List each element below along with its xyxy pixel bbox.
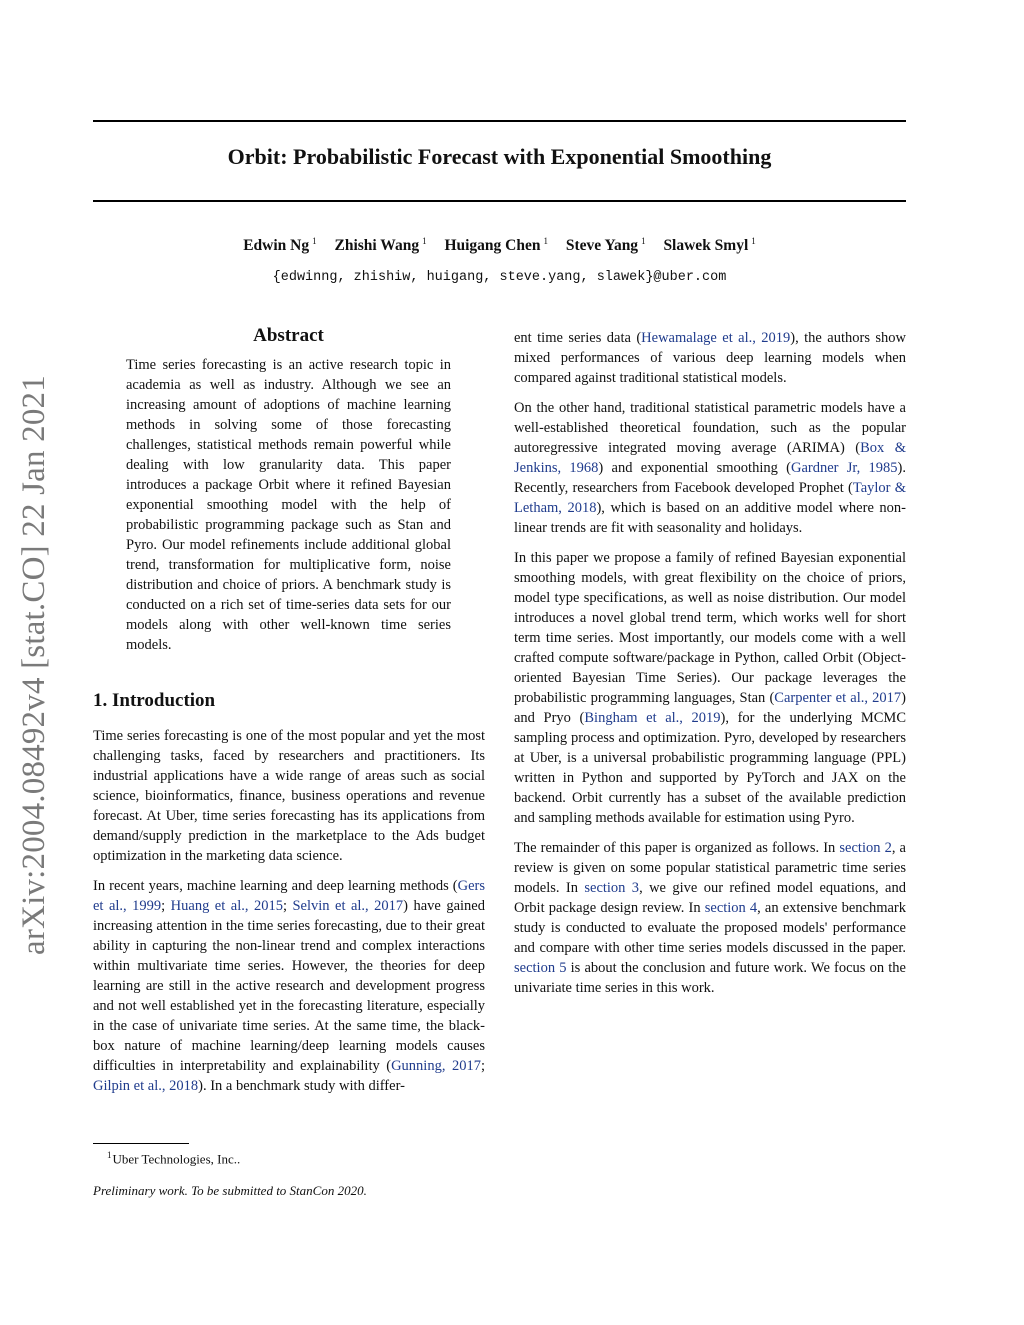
citation-link[interactable]: Gilpin et al., 2018 bbox=[93, 1078, 199, 1094]
introduction-heading: 1. Introduction bbox=[93, 690, 216, 711]
text-run: In recent years, machine learning and deep learning methods ( bbox=[93, 878, 458, 894]
intro-paragraph bbox=[514, 838, 906, 998]
text-run: ), the authors show mixed performances of various deep learning models when compared against traditional statistical models. bbox=[514, 330, 907, 386]
citation-link[interactable]: Selvin et al., 2017 bbox=[292, 898, 404, 914]
intro-paragraph bbox=[514, 328, 906, 388]
text-run: ent time series data ( bbox=[514, 330, 642, 346]
paper-title: Orbit: Probabilistic Forecast with Exponential Smoothing bbox=[227, 144, 772, 169]
affiliation-mark: 1 bbox=[312, 236, 317, 246]
intro-paragraph: In recent years, machine learning and deep learning methods (Gers et al., 1999; Huang et al., 2015; Selvin et al., 2017) have gained increasing attention in the time series forecasting, due to their great ability in capturing the non-linear trend and complex interactions within multivariate time series. However, the theories for deep learning are still in the active research and development progress and not well established yet in the forecasting literature, especially in the case of univariate time series. At the same time, the black-box nature of machine learning/deep learning models causes difficulties in interpretability and explainability (Gunning, 2017; Gilpin et al., 2018). In a benchmark study with differ- bbox=[93, 878, 485, 1094]
affiliation-mark: 1 bbox=[641, 236, 646, 246]
author-emails: {edwinng, zhishiw, huigang, steve.yang, slawek}@uber.com bbox=[272, 270, 727, 285]
author-name: Slawek Smyl bbox=[663, 237, 749, 255]
section-link[interactable]: section 3 bbox=[584, 880, 640, 896]
section-link[interactable]: section 4 bbox=[704, 900, 758, 916]
citation-link[interactable]: Taylor & Letham, 2018 bbox=[514, 480, 907, 516]
citation-link[interactable]: Hewamalage et al., 2019 bbox=[641, 330, 791, 346]
author bbox=[243, 237, 316, 254]
citation-link[interactable]: Carpenter et al., 2017 bbox=[774, 690, 902, 706]
text-run: ) and Pryo ( bbox=[514, 690, 906, 726]
title-bottom-rule bbox=[93, 200, 906, 202]
top-rule bbox=[93, 120, 906, 122]
footnote-rule bbox=[93, 1143, 189, 1144]
text-run: is about the conclusion and future work. We focus on the univariate time series in this work. bbox=[514, 960, 906, 996]
text-run: The remainder of this paper is organized as follows. In bbox=[514, 840, 840, 856]
text-run: In this paper we propose a family of refined Bayesian exponential smoothing models, with great flexibility on the choice of priors, model type specifications, as well as noise distribution. Our model introduces a novel global trend term, which works well for short term time series. Most importantly, our models come with a well crafted compute software/package in Python, called Orbit (Object-oriented Bayesian Time Series). Our package leverages the probabilistic programming languages, Stan ( bbox=[514, 550, 906, 706]
citation-link[interactable]: Gunning, 2017 bbox=[391, 1058, 481, 1074]
author-name: Huigang Chen bbox=[444, 237, 541, 255]
arxiv-identifier: arXiv:2004.08492v4 [stat.CO] 22 Jan 2021 bbox=[16, 375, 52, 955]
author bbox=[334, 237, 426, 254]
author bbox=[444, 237, 548, 254]
section-link[interactable]: section 5 bbox=[514, 960, 567, 976]
author-name: Zhishi Wang bbox=[334, 237, 420, 255]
author-name: Edwin Ng bbox=[243, 237, 310, 255]
citation-link[interactable]: Gardner Jr, 1985 bbox=[790, 460, 898, 476]
abstract-text: Time series forecasting is an active research topic in academia as well as industry. Although we see an increasing amount of adoptions of machine learning methods in solving some of those forecasting challenges, statistical methods remain powerful while dealing with low granularity data. This paper introduces a package Orbit where it refined Bayesian exponential smoothing model with the help of probabilistic programming package such as Stan and Pyro. Our model refinements include additional global trend, transformation for multiplicative form, noise distribution and choice of priors. A benchmark study is conducted on a rich set of time-series data sets for our models along with other well-known time series models. bbox=[126, 357, 451, 653]
footnote-text: Uber Technologies, Inc.. bbox=[112, 1151, 241, 1167]
preliminary-note: Preliminary work. To be submitted to StanCon 2020. bbox=[93, 1183, 367, 1198]
intro-paragraph: Time series forecasting is one of the most popular and yet the most challenging tasks, faced by researchers and practitioners. Its industrial applications have a wide range of areas such as social science, bioinformatics, finance, business operations and revenue forecast. At Uber, time series forecasting has its applications from demand/supply prediction in the marketplace to the Ads budget optimization in the marketing data science. bbox=[93, 728, 485, 864]
left-column bbox=[93, 726, 485, 1096]
text-run: ) have gained increasing attention in the time series forecasting, due to their great ability in capturing the non-linear trend and complex interactions within multivariate time series. However, the theories for deep learning are still in the active research and development progress and not well established yet in the forecasting literature, especially in the case of univariate time series. At the same time, the black-box nature of machine learning/deep learning models causes difficulties in interpretability and explainability ( bbox=[93, 898, 485, 1074]
citation-link[interactable]: Huang et al., 2015 bbox=[170, 898, 283, 914]
footnote-mark: 1 bbox=[107, 1150, 112, 1160]
citation-link[interactable]: Box & Jenkins, 1968 bbox=[514, 440, 906, 476]
affiliation-mark: 1 bbox=[751, 236, 756, 246]
affiliation-mark: 1 bbox=[422, 236, 427, 246]
author bbox=[566, 237, 646, 254]
author-list bbox=[93, 236, 906, 255]
intro-paragraph bbox=[514, 398, 906, 538]
affiliation-mark: 1 bbox=[543, 236, 548, 246]
intro-paragraph bbox=[514, 548, 906, 828]
text-run: , a review is given on some popular statistical parametric time series models. In bbox=[514, 840, 906, 896]
footnote bbox=[107, 1150, 240, 1167]
text-run: ), which is based on an additive model where non-linear trends are fit with seasonality and holidays. bbox=[514, 500, 906, 536]
abstract-heading: Abstract bbox=[253, 325, 324, 346]
text-run: ), for the underlying MCMC sampling process and optimization. Pyro, developed by researchers at Uber, is a universal probabilistic programming language (PPL) written in Python and supported by PyTorch and JAX on the backend. Orbit currently has a subset of the available prediction and sampling methods available for estimation using Pyro. bbox=[514, 710, 906, 826]
section-link[interactable]: section 2 bbox=[839, 840, 892, 856]
author-name: Steve Yang bbox=[565, 237, 639, 255]
author bbox=[663, 237, 755, 254]
text-run: ) and exponential smoothing ( bbox=[598, 460, 791, 476]
citation-link[interactable]: Bingham et al., 2019 bbox=[584, 710, 721, 726]
text-run: , we give our refined model equations, and Orbit package design review. In bbox=[514, 880, 906, 916]
text-run: ). In a benchmark study with differ- bbox=[198, 1078, 405, 1094]
text-run: , an extensive benchmark study is conducted to evaluate the proposed models' performance and compare with other time series models discussed in the paper. bbox=[514, 900, 906, 956]
abstract-body bbox=[126, 355, 451, 655]
citation-link[interactable]: Gers et al., 1999 bbox=[93, 878, 485, 914]
right-column bbox=[514, 328, 906, 998]
text-run: On the other hand, traditional statistical parametric models have a well-established theoretical foundation, such as the popular autoregressive integrated moving average (ARIMA) ( bbox=[514, 400, 906, 456]
text-run: ). Recently, researchers from Facebook developed Prophet ( bbox=[514, 460, 906, 496]
